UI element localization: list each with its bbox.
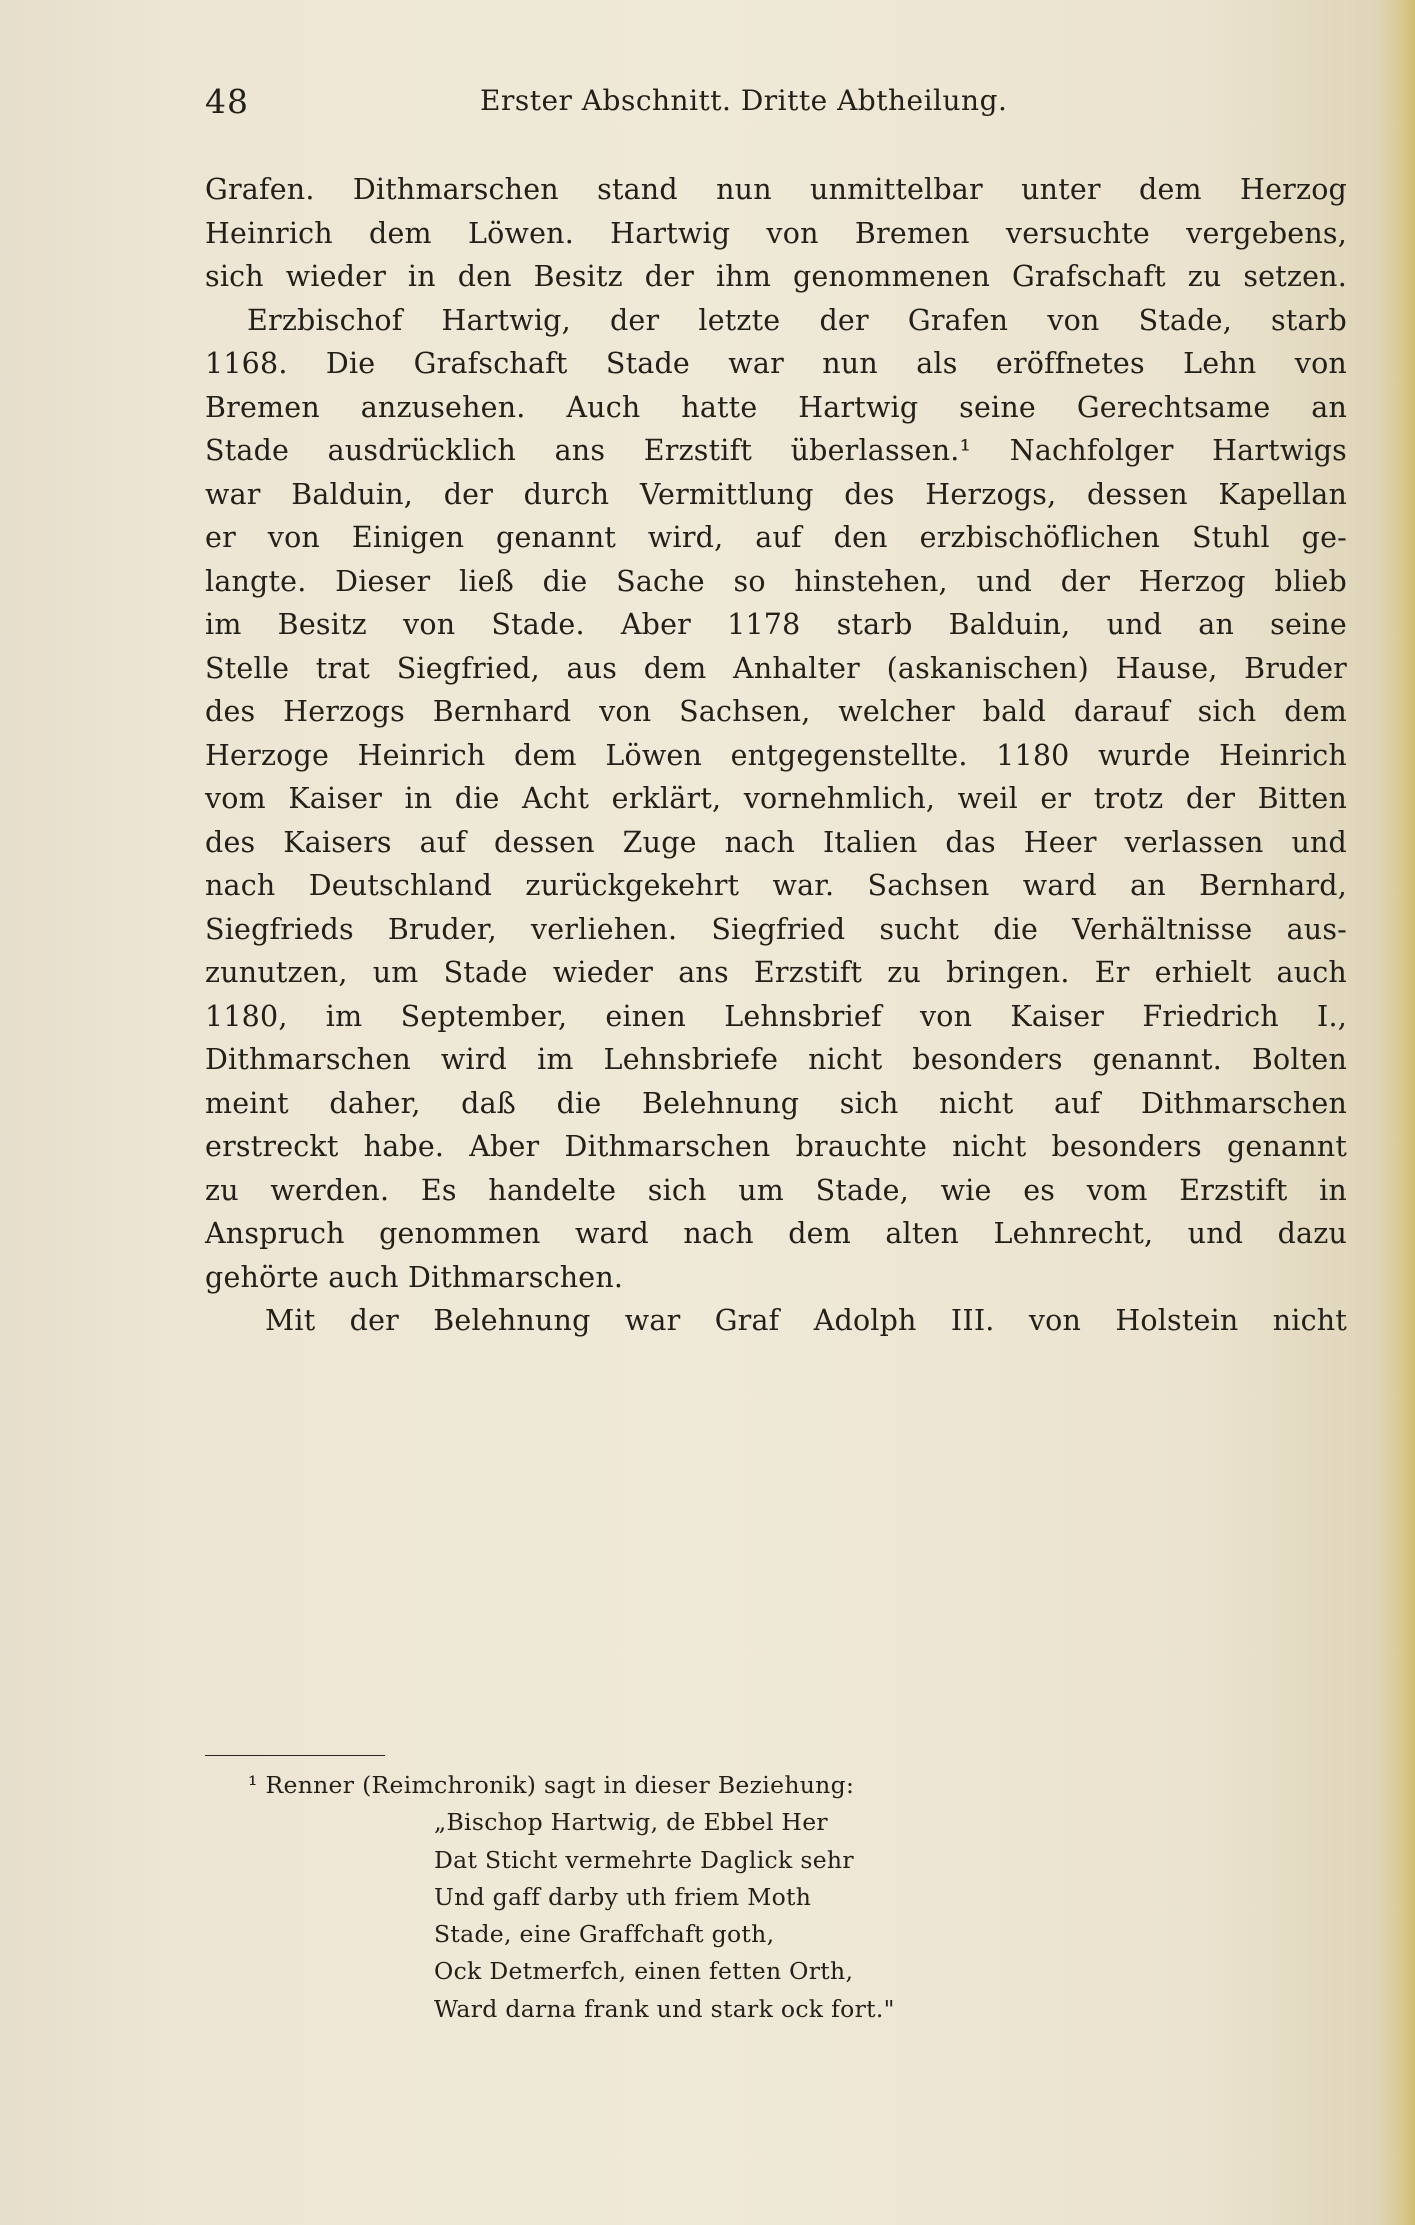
text-line: meint daher, daß die Belehnung sich nicht auf Dithmarschen (205, 1086, 1347, 1120)
text-line: Siegfrieds Bruder, verliehen. Siegfried sucht die Verhältnisse aus- (205, 912, 1347, 946)
footnote-verse-line: Stade, eine Graffchaft goth, (434, 1920, 775, 1949)
footnote-verse-line: „Bischop Hartwig, de Ebbel Her (434, 1808, 828, 1837)
text-line: zunutzen, um Stade wieder ans Erzstift zu bringen. Er erhielt auch (205, 956, 1347, 989)
text-line: war Balduin, der durch Vermittlung des Herzogs, dessen Kapellan (205, 477, 1347, 511)
text-line: Heinrich dem Löwen. Hartwig von Bremen versuchte vergebens, (205, 216, 1347, 250)
body-text (205, 168, 1347, 1343)
text-line: sich wieder in den Besitz der ihm genommenen Grafschaft zu setzen. (205, 260, 1347, 293)
text-line: Grafen. Dithmarschen stand nun unmittelbar unter dem Herzog (205, 173, 1347, 206)
text-line: Anspruch genommen ward nach dem alten Lehnrecht, und dazu (205, 1217, 1347, 1250)
footnote (248, 1767, 1148, 2028)
text-line: zu werden. Es handelte sich um Stade, wie es vom Erzstift in (205, 1173, 1347, 1207)
text-line: des Kaisers auf dessen Zuge nach Italien das Heer verlassen und (205, 825, 1347, 859)
text-line: erstreckt habe. Aber Dithmarschen brauchte nicht besonders genannt (205, 1130, 1347, 1163)
text-line: Stade ausdrücklich ans Erzstift überlassen.¹ Nachfolger Hartwigs (205, 434, 1347, 467)
page-edge (1377, 0, 1415, 2225)
page-header (205, 82, 1060, 122)
text-line: er von Einigen genannt wird, auf den erzbischöflichen Stuhl ge- (205, 521, 1347, 554)
text-line: gehörte auch Dithmarschen. (205, 1260, 624, 1294)
text-line: Dithmarschen wird im Lehnsbriefe nicht besonders genannt. Bolten (205, 1043, 1347, 1076)
footnote-verse-line: Und gaff darby uth friem Moth (434, 1882, 812, 1911)
text-line: Bremen anzusehen. Auch hatte Hartwig seine Gerechtsame an (205, 390, 1347, 424)
text-line: Erzbischof Hartwig, der letzte der Grafen von Stade, starb (247, 303, 1347, 337)
footnote-verse-line: Dat Sticht vermehrte Daglick sehr (434, 1845, 854, 1874)
page-number: 48 (205, 82, 249, 121)
text-line: Mit der Belehnung war Graf Adolph III. von Holstein nicht (265, 1304, 1347, 1337)
footnote-rule (205, 1755, 385, 1756)
text-line: 1180, im September, einen Lehnsbrief von Kaiser Friedrich I., (205, 999, 1347, 1033)
text-line: Stelle trat Siegfried, aus dem Anhalter (askanischen) Hause, Bruder (205, 651, 1347, 685)
running-head: Erster Abschnitt. Dritte Abtheilung. (480, 84, 1008, 117)
footnote-intro: ¹ Renner (Reimchronik) sagt in dieser Beziehung: (248, 1771, 855, 1799)
footnote-verse-line: Ock Detmerfch, einen fetten Orth, (434, 1957, 854, 1986)
text-line: im Besitz von Stade. Aber 1178 starb Balduin, und an seine (205, 608, 1347, 641)
text-line: nach Deutschland zurückgekehrt war. Sachsen ward an Bernhard, (205, 869, 1347, 902)
text-line: vom Kaiser in die Acht erklärt, vornehmlich, weil er trotz der Bitten (205, 782, 1347, 815)
text-line: langte. Dieser ließ die Sache so hinstehen, und der Herzog blieb (205, 564, 1347, 598)
text-line: 1168. Die Grafschaft Stade war nun als eröffnetes Lehn von (205, 347, 1347, 380)
text-line: des Herzogs Bernhard von Sachsen, welcher bald darauf sich dem (205, 695, 1347, 728)
text-line: Herzoge Heinrich dem Löwen entgegenstellte. 1180 wurde Heinrich (205, 738, 1347, 772)
footnote-verse-line: Ward darna frank und stark ock fort." (434, 1994, 895, 2023)
